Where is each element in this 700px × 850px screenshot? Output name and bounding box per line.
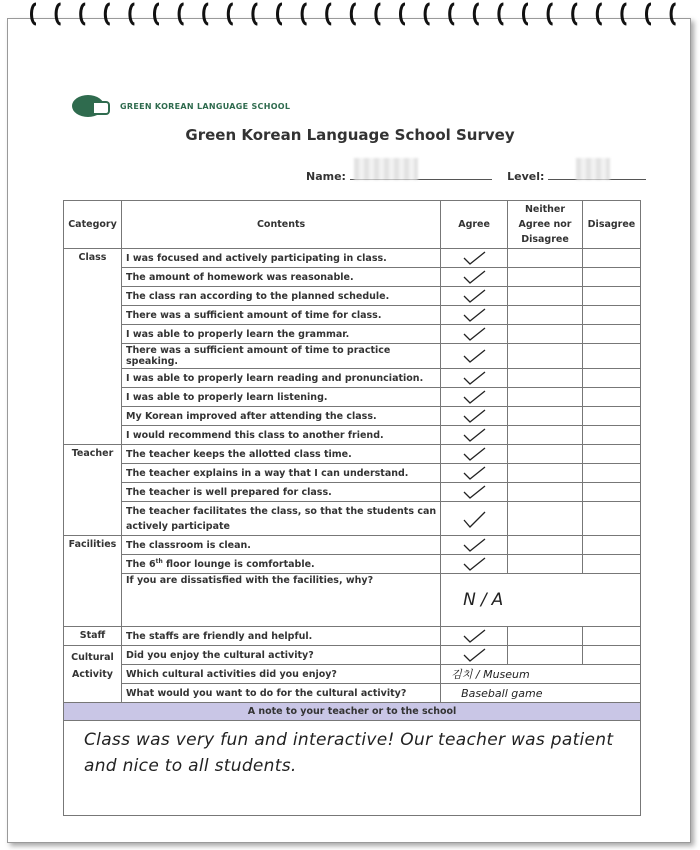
- question: I would recommend this class to another friend.: [121, 426, 440, 445]
- facilities-answer-cell[interactable]: [441, 574, 641, 627]
- neither-cell[interactable]: [508, 502, 583, 536]
- name-label: Name:: [306, 170, 346, 183]
- spiral-ring: [401, 4, 406, 24]
- spiral-ring: [105, 4, 110, 24]
- disagree-cell[interactable]: [582, 627, 640, 646]
- neither-cell[interactable]: [508, 268, 583, 287]
- redacted-name: [354, 158, 418, 180]
- table-row: [64, 325, 641, 344]
- table-row: [64, 344, 641, 369]
- category-staff: Staff: [64, 627, 122, 646]
- question: My Korean improved after attending the class.: [121, 407, 440, 426]
- spiral-ring: [647, 4, 652, 24]
- check-mark-icon: [460, 307, 488, 323]
- disagree-cell[interactable]: [582, 287, 640, 306]
- handwritten-cultural-enjoyed: 김치 / Museum: [451, 668, 530, 681]
- check-mark-icon: [460, 446, 488, 462]
- header-contents: Contents: [121, 201, 440, 249]
- table-row: [64, 268, 641, 287]
- check-mark-icon: [460, 465, 488, 481]
- spiral-ring: [130, 4, 135, 24]
- disagree-cell[interactable]: [582, 483, 640, 502]
- table-row: [64, 306, 641, 325]
- school-logo-mark: [72, 95, 104, 117]
- question: There was a sufficient amount of time for class.: [121, 306, 440, 325]
- spiral-ring: [32, 4, 37, 24]
- agree-cell[interactable]: [441, 268, 508, 287]
- question: The classroom is clean.: [121, 536, 440, 555]
- note-heading: A note to your teacher or to the school: [64, 703, 641, 721]
- neither-cell[interactable]: [508, 483, 583, 502]
- neither-cell[interactable]: [508, 325, 583, 344]
- check-mark-icon: [460, 508, 488, 530]
- spiral-ring: [425, 4, 430, 24]
- neither-cell[interactable]: [508, 369, 583, 388]
- table-row: [64, 665, 641, 684]
- table-row: [64, 684, 641, 703]
- agree-cell[interactable]: [441, 555, 508, 574]
- question: [121, 555, 440, 574]
- table-row: [64, 627, 641, 646]
- check-mark-icon: [460, 628, 488, 644]
- spiral-ring: [499, 4, 504, 24]
- spiral-ring: [351, 4, 356, 24]
- check-mark-icon: [460, 250, 488, 266]
- table-row: [64, 287, 641, 306]
- level-field[interactable]: [548, 168, 646, 180]
- disagree-cell[interactable]: [582, 426, 640, 445]
- neither-cell[interactable]: [508, 388, 583, 407]
- spiral-ring: [474, 4, 479, 24]
- disagree-cell[interactable]: [582, 536, 640, 555]
- spiral-ring: [302, 4, 307, 24]
- disagree-cell[interactable]: [582, 369, 640, 388]
- category-facilities: Facilities: [64, 536, 122, 627]
- check-mark-icon: [460, 326, 488, 342]
- table-row: [64, 407, 641, 426]
- spiral-ring: [597, 4, 602, 24]
- cultural-want-answer-cell[interactable]: [441, 684, 641, 703]
- school-logo: [72, 95, 290, 117]
- check-mark-icon: [460, 288, 488, 304]
- neither-cell[interactable]: [508, 445, 583, 464]
- check-mark-icon: [460, 484, 488, 500]
- question: What would you want to do for the cultural activity?: [121, 684, 440, 703]
- agree-cell[interactable]: [441, 287, 508, 306]
- neither-cell[interactable]: [508, 536, 583, 555]
- table-row: [64, 388, 641, 407]
- disagree-cell[interactable]: [582, 502, 640, 536]
- agree-cell[interactable]: [441, 306, 508, 325]
- handwritten-note: Class was very fun and interactive! Our teacher was patient and nice to all students.: [84, 730, 614, 776]
- disagree-cell[interactable]: [582, 464, 640, 483]
- question: I was able to properly learn listening.: [121, 388, 440, 407]
- agree-cell[interactable]: [441, 627, 508, 646]
- spiral-ring: [253, 4, 258, 24]
- disagree-cell[interactable]: [582, 646, 640, 665]
- question: I was able to properly learn reading and pronunciation.: [121, 369, 440, 388]
- question: The teacher explains in a way that I can understand.: [121, 464, 440, 483]
- level-label: Level:: [507, 170, 545, 183]
- question-lounge-ordinal: th: [155, 557, 163, 565]
- question: I was focused and actively participating in class.: [121, 249, 440, 268]
- spiral-ring: [622, 4, 627, 24]
- agree-cell[interactable]: [441, 388, 508, 407]
- cultural-enjoyed-answer-cell[interactable]: [441, 665, 641, 684]
- neither-cell[interactable]: [508, 249, 583, 268]
- spiral-ring: [548, 4, 553, 24]
- spiral-ring: [524, 4, 529, 24]
- question: The teacher is well prepared for class.: [121, 483, 440, 502]
- neither-cell[interactable]: [508, 627, 583, 646]
- disagree-cell[interactable]: [582, 325, 640, 344]
- check-mark-icon: [460, 647, 488, 663]
- question: Which cultural activities did you enjoy?: [121, 665, 440, 684]
- neither-cell[interactable]: [508, 426, 583, 445]
- header-category: Category: [64, 201, 122, 249]
- redacted-level: [576, 158, 610, 180]
- handwritten-cultural-want: Baseball game: [461, 686, 543, 700]
- neither-cell[interactable]: [508, 646, 583, 665]
- spiral-ring: [450, 4, 455, 24]
- table-row: [64, 502, 641, 536]
- table-row: [64, 426, 641, 445]
- header-disagree: Disagree: [582, 201, 640, 249]
- name-level-line: [306, 168, 646, 183]
- table-row: [64, 445, 641, 464]
- spiral-ring: [278, 4, 283, 24]
- header-neither-label: Neither Agree nor Disagree: [518, 204, 572, 245]
- question: I was able to properly learn the grammar.: [121, 325, 440, 344]
- agree-cell[interactable]: [441, 502, 508, 536]
- check-mark-icon: [460, 556, 488, 572]
- spiral-ring: [155, 4, 160, 24]
- table-row: [64, 249, 641, 268]
- name-field[interactable]: [350, 168, 492, 180]
- table-row: [64, 464, 641, 483]
- neither-cell[interactable]: [508, 464, 583, 483]
- agree-cell[interactable]: [441, 369, 508, 388]
- table-row: [64, 369, 641, 388]
- table-row: [64, 646, 641, 665]
- header-agree: Agree: [441, 201, 508, 249]
- note-body-row: [64, 721, 641, 816]
- question: The teacher facilitates the class, so that the students can actively participate: [121, 502, 440, 536]
- check-mark-icon: [460, 348, 488, 364]
- agree-cell[interactable]: [441, 344, 508, 369]
- question: The amount of homework was reasonable.: [121, 268, 440, 287]
- spiral-binding: [0, 0, 700, 30]
- neither-cell[interactable]: [508, 555, 583, 574]
- neither-cell[interactable]: [508, 287, 583, 306]
- check-mark-icon: [460, 408, 488, 424]
- check-mark-icon: [460, 370, 488, 386]
- survey-title: Green Korean Language School Survey: [185, 126, 515, 144]
- category-cultural: [64, 646, 122, 703]
- question: There was a sufficient amount of time to practice speaking.: [121, 344, 440, 369]
- agree-cell[interactable]: [441, 646, 508, 665]
- question: The staffs are friendly and helpful.: [121, 627, 440, 646]
- question: The teacher keeps the allotted class time.: [121, 445, 440, 464]
- agree-cell[interactable]: [441, 483, 508, 502]
- question: If you are dissatisfied with the facilities, why?: [121, 574, 440, 627]
- spiral-ring: [56, 4, 61, 24]
- table-header-row: [64, 201, 641, 249]
- table-row: [64, 536, 641, 555]
- disagree-cell[interactable]: [582, 249, 640, 268]
- agree-cell[interactable]: [441, 445, 508, 464]
- agree-cell[interactable]: [441, 325, 508, 344]
- question-lounge-part2: floor lounge is comfortable.: [162, 559, 315, 571]
- check-mark-icon: [460, 389, 488, 405]
- disagree-cell[interactable]: [582, 407, 640, 426]
- agree-cell[interactable]: [441, 464, 508, 483]
- disagree-cell[interactable]: [582, 388, 640, 407]
- agree-cell[interactable]: [441, 426, 508, 445]
- check-mark-icon: [460, 269, 488, 285]
- disagree-cell[interactable]: [582, 306, 640, 325]
- spiral-ring: [671, 4, 676, 24]
- disagree-cell[interactable]: [582, 268, 640, 287]
- handwritten-facilities-answer: N/A: [463, 590, 509, 610]
- school-logo-text: GREEN KOREAN LANGUAGE SCHOOL: [120, 101, 291, 111]
- question: The class ran according to the planned schedule.: [121, 287, 440, 306]
- table-row: [64, 574, 641, 627]
- table-row: [64, 483, 641, 502]
- spiral-ring: [204, 4, 209, 24]
- agree-cell[interactable]: [441, 536, 508, 555]
- spiral-ring: [376, 4, 381, 24]
- neither-cell[interactable]: [508, 306, 583, 325]
- category-teacher: Teacher: [64, 445, 122, 536]
- spiral-ring: [179, 4, 184, 24]
- spiral-ring: [573, 4, 578, 24]
- disagree-cell[interactable]: [582, 555, 640, 574]
- check-mark-icon: [460, 427, 488, 443]
- disagree-cell[interactable]: [582, 445, 640, 464]
- disagree-cell[interactable]: [582, 344, 640, 369]
- note-header-row: [64, 703, 641, 721]
- agree-cell[interactable]: [441, 249, 508, 268]
- note-textarea[interactable]: [64, 721, 641, 816]
- check-mark-icon: [460, 537, 488, 553]
- survey-table: [63, 200, 641, 816]
- neither-cell[interactable]: [508, 407, 583, 426]
- spiral-ring: [327, 4, 332, 24]
- spiral-ring: [81, 4, 86, 24]
- question-lounge-part1: The 6: [125, 559, 156, 571]
- header-neither: [508, 201, 583, 249]
- agree-cell[interactable]: [441, 407, 508, 426]
- category-class: Class: [64, 249, 122, 445]
- question: Did you enjoy the cultural activity?: [121, 646, 440, 665]
- spiral-ring: [228, 4, 233, 24]
- neither-cell[interactable]: [508, 344, 583, 369]
- table-row: [64, 555, 641, 574]
- category-cultural-label: Cultural Activity: [71, 652, 114, 680]
